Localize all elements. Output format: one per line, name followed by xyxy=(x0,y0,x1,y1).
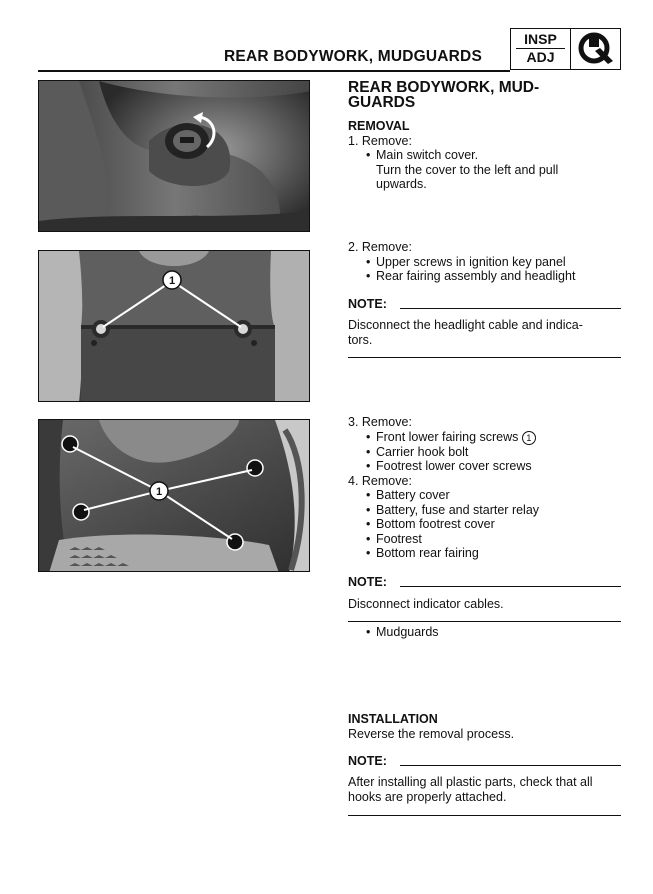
step4-item: • Battery, fuse and starter relay xyxy=(348,503,621,518)
step3-item1-text: Front lower fairing screws xyxy=(376,429,519,444)
step2-item1: • Upper screws in ignition key panel xyxy=(348,255,621,270)
badge-insp-label: INSP xyxy=(516,29,565,49)
note1-text xyxy=(348,318,621,347)
step1-item1: • Main switch cover. xyxy=(348,148,621,163)
removal-heading: REMOVAL xyxy=(348,119,410,133)
section-title-line1: REAR BODYWORK, MUD- xyxy=(348,79,540,96)
step2-label: 2. Remove: xyxy=(348,240,412,254)
step1-item1-cont1: Turn the cover to the left and pull xyxy=(376,162,559,177)
insp-adj-badge xyxy=(510,28,621,70)
note1-label: NOTE: xyxy=(348,297,387,311)
step4-label: 4. Remove: xyxy=(348,473,412,488)
note3-rule xyxy=(400,765,621,766)
photo-lower-fairing-screws xyxy=(38,419,310,572)
note2-text-line: Disconnect indicator cables. xyxy=(348,597,504,611)
step3-item3: • Footrest lower cover screws xyxy=(348,459,621,474)
page-header-title: REAR BODYWORK, MUDGUARDS xyxy=(224,48,482,65)
note2-label: NOTE: xyxy=(348,575,387,589)
step3-label: 3. Remove: xyxy=(348,415,412,429)
removal-block-2 xyxy=(348,240,621,284)
step1-item1-cont2: upwards. xyxy=(376,177,427,191)
photo-upper-screws xyxy=(38,250,310,402)
step3-item2: • Carrier hook bolt xyxy=(348,445,621,460)
note2-row xyxy=(348,575,621,591)
note1-end-rule xyxy=(348,357,621,358)
note2-text xyxy=(348,597,621,612)
fig2-callout-1: 1 xyxy=(168,275,176,287)
note1-text-line2: tors. xyxy=(348,332,373,347)
mudguards-item: • Mudguards xyxy=(348,625,621,640)
photo-main-switch-cover xyxy=(38,80,310,232)
wrench-tool-icon xyxy=(575,31,617,67)
installation-block xyxy=(348,712,621,741)
note3-label: NOTE: xyxy=(348,754,387,768)
note3-text-line1: After installing all plastic parts, check that all xyxy=(348,775,593,789)
note2-end-rule xyxy=(348,621,621,622)
note3-text xyxy=(348,775,621,804)
installation-text: Reverse the removal process. xyxy=(348,726,515,741)
installation-heading: INSTALLATION xyxy=(348,712,438,726)
step1-label: 1. Remove: xyxy=(348,133,412,148)
step2-item2: • Rear fairing assembly and headlight xyxy=(348,269,621,284)
fig3-callout-1: 1 xyxy=(155,486,163,498)
note3-end-rule xyxy=(348,815,621,816)
section-title-line2: GUARDS xyxy=(348,94,416,111)
step4-item: • Bottom rear fairing xyxy=(348,546,621,561)
section-title xyxy=(348,80,578,110)
badge-text-box xyxy=(511,29,571,69)
callout-1-ref: 1 xyxy=(522,431,536,445)
note1-rule xyxy=(400,308,621,309)
step3-item1 xyxy=(348,430,621,445)
step4-item: • Battery cover xyxy=(348,488,621,503)
header-rule xyxy=(38,70,510,72)
removal-block-3 xyxy=(348,415,621,561)
note3-row xyxy=(348,754,621,770)
note3-text-line2: hooks are properly attached. xyxy=(348,789,507,804)
removal-block-1 xyxy=(348,119,621,192)
extra-item-block xyxy=(348,625,621,640)
step4-item: • Bottom footrest cover xyxy=(348,517,621,532)
note1-row xyxy=(348,297,621,313)
badge-adj-label: ADJ xyxy=(526,49,555,65)
step4-item: • Footrest xyxy=(348,532,621,547)
note2-rule xyxy=(400,586,621,587)
note1-text-line1: Disconnect the headlight cable and indica- xyxy=(348,318,583,332)
